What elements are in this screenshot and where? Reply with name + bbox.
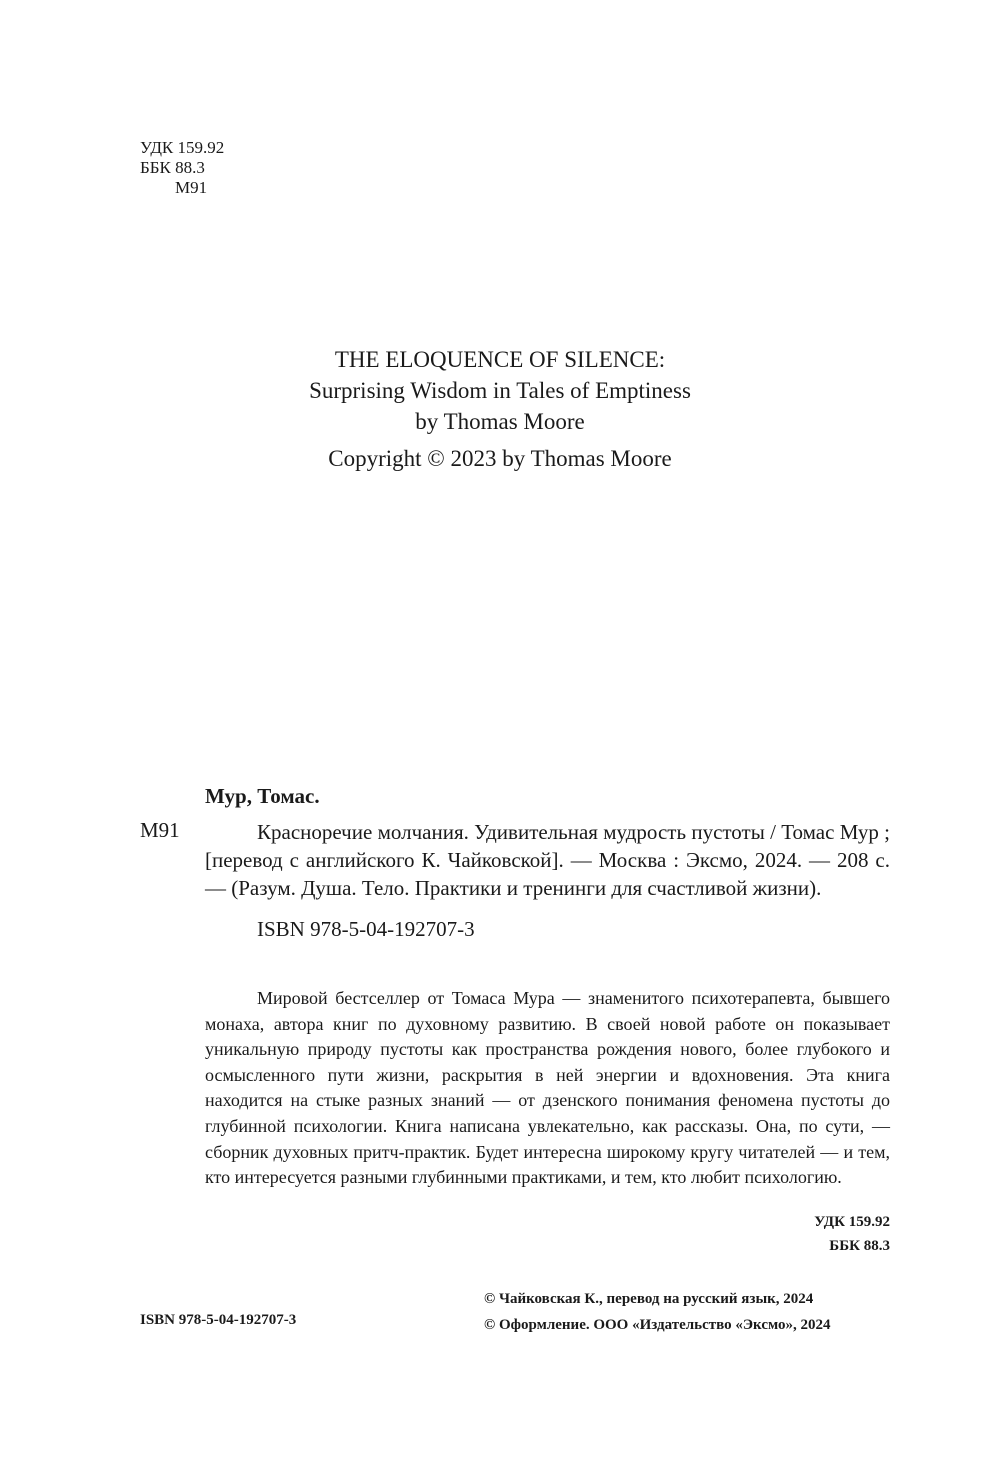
footer-udk-code: УДК 159.92 [814, 1214, 890, 1230]
book-summary: Мировой бестселлер от Томаса Мура — знаменитого психотерапевта, бывшего монаха, автора книг по духовному развитию. В своей новой работе он показывает уникальную природу пустоты как пространства рождения нового, более глубокого и осмысленного пути жизни, раскрытия в ней энергии и вдохновения. Эта книга находится на стыке разных знаний — от дзенского понимания феномена пустоты до глубинной психологии. Книга написана увлекательно, как рассказы. Она, по сути, — сборник духовных притч-практик. Будет интересна широкому кругу читателей — и тем, кто интересуется разными глубинными практиками, и тем, кто любит психологию. [205, 988, 890, 1188]
footer-copyrights [484, 1286, 890, 1338]
top-classification-block [140, 138, 224, 198]
bottom-classification-block [600, 1210, 890, 1258]
author-sign-code-left: М91 [140, 818, 180, 842]
author-sign-code: М91 [175, 178, 208, 197]
bibliographic-entry: Красноречие молчания. Удивительная мудрость пустоты / Томас Мур ; [перевод с английского К. Чайковской]. — Москва : Эксмо, 2024. — 208 с. — (Разум. Душа. Тело. Практики и тренинги для счастливой жизни). [205, 820, 890, 900]
udk-code: УДК 159.92 [140, 138, 225, 157]
original-author: by Thomas Moore [415, 409, 585, 434]
bibliographic-entry-block [205, 818, 890, 943]
author-heading: Мур, Томас. [205, 784, 320, 808]
entry-isbn: ISBN 978-5-04-192707-3 [257, 917, 475, 941]
copyright-translation: © Чайковская К., перевод на русский язык, 2024 [484, 1291, 814, 1307]
bbk-code: ББК 88.3 [140, 158, 205, 177]
original-edition-block [0, 344, 1000, 474]
original-subtitle: Surprising Wisdom in Tales of Emptiness [309, 378, 691, 403]
original-copyright: Copyright © 2023 by Thomas Moore [328, 446, 672, 471]
copyright-design: © Оформление. ООО «Издательство «Эксмо», 2024 [484, 1317, 831, 1333]
footer-bbk-code: ББК 88.3 [829, 1238, 890, 1254]
original-title: THE ELOQUENCE OF SILENCE: [334, 347, 666, 372]
footer-isbn: ISBN 978-5-04-192707-3 [140, 1312, 297, 1328]
